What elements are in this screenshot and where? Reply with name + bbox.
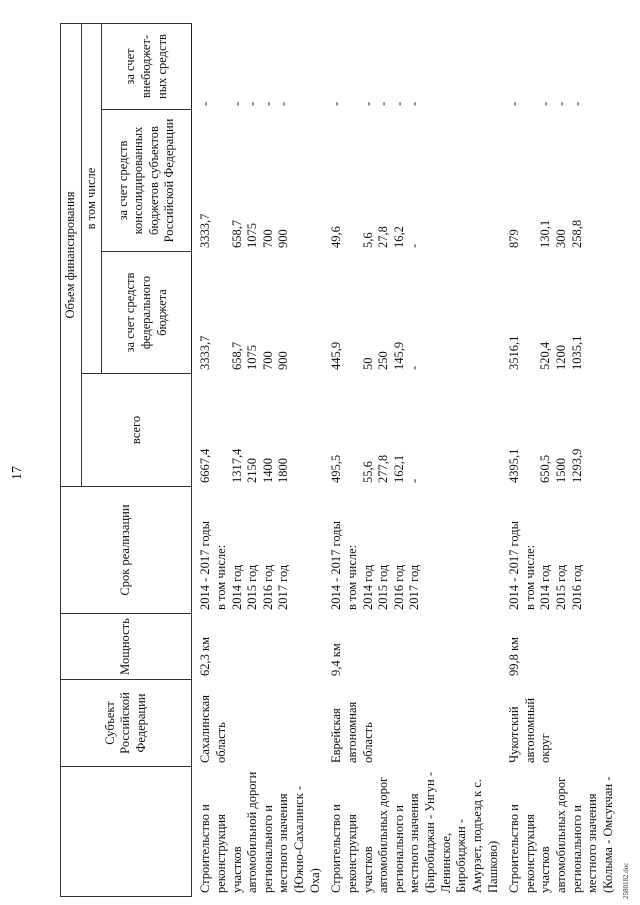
total-value (523, 377, 539, 483)
total-value: 1500 (554, 458, 568, 483)
periods-value: 2017 год (407, 564, 422, 610)
periods-value: 2014 год (538, 564, 553, 610)
extrabudget-value: - (569, 101, 584, 106)
extrabudget-value: - (329, 101, 344, 106)
total-value: 1317,4 (229, 448, 244, 483)
total-value: 4395,1 (507, 448, 522, 483)
regional-value (523, 113, 539, 248)
extrabudget-value: - (507, 101, 522, 106)
cell-project: Строительство и реконструкция участков автомобильных дорог регионального и местного значения (Колыма - Омсукчан - (507, 776, 615, 893)
federal-value: 445,9 (329, 341, 344, 370)
federal-value: 145,9 (391, 341, 406, 370)
federal-value: 658,7 (229, 341, 244, 370)
header-total: всего (81, 374, 192, 487)
periods-value: 2017 год (276, 564, 291, 610)
extrabudget-value: - (229, 101, 244, 106)
regional-value: 27,8 (376, 226, 391, 248)
extrabudget-value: - (554, 101, 568, 106)
federal-value: 3516,1 (507, 335, 522, 370)
extrabudget-value: - (198, 101, 213, 106)
federal-value: - (407, 365, 422, 370)
cell-subject: Еврейская автономная область (329, 701, 375, 763)
extrabudget-value: - (276, 101, 291, 106)
cell-regional (501, 110, 616, 252)
total-value (214, 377, 230, 483)
federal-value: 900 (276, 351, 291, 370)
total-value: 55,6 (360, 461, 375, 483)
periods-value: в том числе: (344, 544, 359, 610)
total-value (345, 377, 361, 483)
regional-value: 879 (507, 229, 522, 248)
regional-value: - (407, 243, 422, 248)
header-including: в том числе (81, 24, 102, 374)
federal-value (345, 255, 361, 370)
periods-value: 2016 год (260, 564, 275, 610)
federal-value: 3333,7 (198, 335, 213, 370)
table-row (192, 24, 324, 897)
regional-value: 900 (276, 229, 291, 248)
cell-total (323, 374, 501, 487)
total-value: 162,1 (391, 454, 406, 483)
cell-periods (192, 487, 324, 614)
header-federal: за счет средств федерального бюджета (102, 252, 192, 374)
federal-value (523, 255, 539, 370)
regional-value: 3333,7 (198, 213, 213, 248)
periods-value: 2014 год (229, 564, 244, 610)
total-value: 277,8 (376, 454, 391, 483)
total-value: 2150 (245, 458, 260, 483)
federal-value: 700 (260, 351, 275, 370)
regional-value: 300 (554, 229, 568, 248)
extrabudget-value: - (245, 101, 260, 106)
extrabudget-value: - (376, 101, 391, 106)
periods-value: 2014 - 2017 годы (507, 520, 522, 610)
regional-value: 49,6 (329, 226, 344, 248)
federal-value: 250 (376, 351, 391, 370)
header-subject: Субъект Российской Федерации (61, 680, 192, 767)
cell-regional (323, 110, 501, 252)
periods-value: в том числе: (213, 544, 228, 610)
header-project (61, 767, 192, 897)
cell-extrabudget (323, 24, 501, 110)
extrabudget-value: - (391, 101, 406, 106)
periods-value: 2015 год (554, 564, 568, 610)
federal-value: 520,4 (538, 341, 553, 370)
cell-capacity: 62,3 км (198, 637, 213, 676)
cell-project: Строительство и реконструкция участков автомобильной дороги регионального и местного значения (Южно-Сахалинск - Оха) (198, 771, 322, 893)
periods-value: 2015 год (245, 564, 260, 610)
periods-value: 2016 год (569, 564, 584, 610)
header-funding: Объем финансирования (61, 24, 82, 487)
federal-value: 1200 (554, 345, 568, 370)
extrabudget-value: - (260, 101, 275, 106)
periods-value: 2014 - 2017 годы (198, 520, 213, 610)
cell-project: Строительство и реконструкция участков автомобильных дорог регионального и местного значения (Биробиджан - Унгун - Ленинское, Биробиджан - Амурзет, подъезд к с. Пашково) (329, 771, 500, 893)
extrabudget-value: - (538, 101, 553, 106)
cell-subject: Чукотский автономный округ (507, 697, 553, 763)
document-id: 2580182.doc (622, 862, 630, 899)
total-value: - (407, 478, 422, 483)
federal-value: 1035,1 (569, 335, 584, 370)
table-row (501, 24, 616, 897)
periods-value: в том числе: (522, 544, 537, 610)
header-regional: за счет средств консолидированных бюджетов субъектов Российской Федерации (102, 110, 192, 252)
cell-total (192, 374, 324, 487)
regional-value: 658,7 (229, 219, 244, 248)
regional-value: 700 (260, 229, 275, 248)
cell-regional (192, 110, 324, 252)
funding-table (60, 23, 617, 897)
total-value: 1800 (276, 458, 291, 483)
periods-value: 2016 год (391, 564, 406, 610)
cell-extrabudget (501, 24, 616, 110)
header-extrabudget: за счет внебюджет-ных средств (102, 24, 192, 110)
total-value: 650,5 (538, 454, 553, 483)
table-row (323, 24, 501, 897)
header-period: Срок реализации (61, 487, 192, 614)
regional-value: 258,8 (569, 219, 584, 248)
header-capacity: Мощность (61, 614, 192, 680)
total-value: 1293,9 (569, 448, 584, 483)
federal-value (214, 255, 230, 370)
federal-value: 50 (360, 357, 375, 370)
table-body (192, 24, 617, 897)
total-value: 6667,4 (198, 448, 213, 483)
cell-capacity: 99,8 км (507, 637, 522, 676)
extrabudget-value: - (360, 101, 375, 106)
regional-value: 5,6 (360, 232, 375, 248)
cell-federal (501, 252, 616, 374)
cell-extrabudget (192, 24, 324, 110)
extrabudget-value (345, 27, 361, 107)
periods-value: 2014 - 2017 годы (329, 520, 344, 610)
periods-value: 2014 год (360, 564, 375, 610)
regional-value: 130,1 (538, 219, 553, 248)
regional-value (214, 113, 230, 248)
federal-value: 1075 (245, 345, 260, 370)
cell-federal (323, 252, 501, 374)
extrabudget-value: - (407, 101, 422, 106)
total-value: 1400 (260, 458, 275, 483)
cell-federal (192, 252, 324, 374)
regional-value (345, 113, 361, 248)
page-number: 17 (10, 466, 25, 480)
regional-value: 1075 (245, 223, 260, 248)
periods-value: 2015 год (376, 564, 391, 610)
cell-capacity: 9,4 км (329, 643, 344, 676)
cell-periods (323, 487, 501, 614)
total-value: 495,5 (329, 454, 344, 483)
cell-periods (501, 487, 616, 614)
regional-value: 16,2 (391, 226, 406, 248)
extrabudget-value (214, 27, 230, 107)
extrabudget-value (523, 27, 539, 107)
cell-total (501, 374, 616, 487)
cell-subject: Сахалинская область (198, 695, 228, 763)
